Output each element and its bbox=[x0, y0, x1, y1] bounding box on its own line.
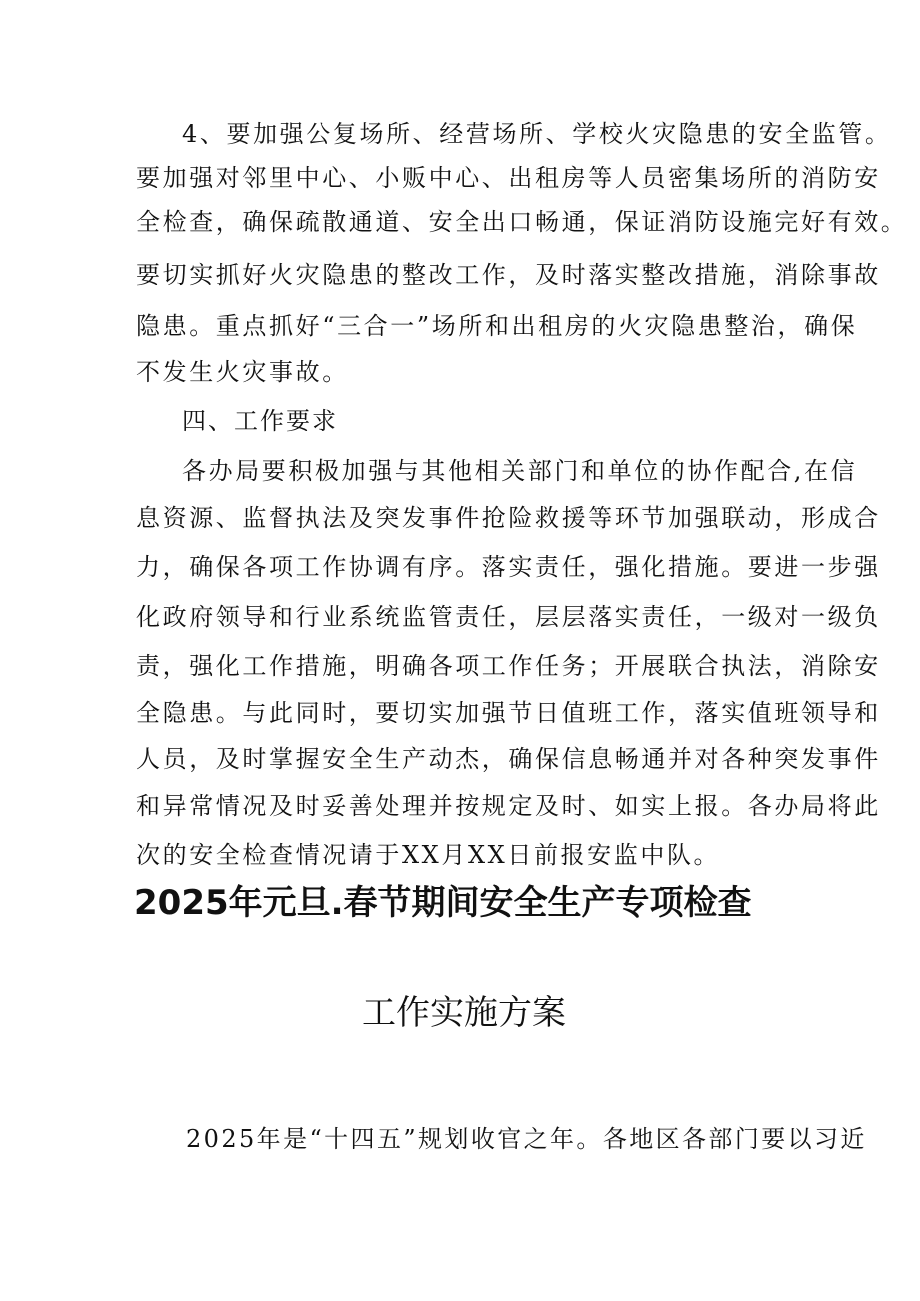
document-title-line-2: 工作实施方案 bbox=[362, 993, 566, 1033]
paragraph-line: 隐患。重点抓好“三合一”场所和出租房的火灾隐患整治，确保 bbox=[136, 312, 858, 340]
paragraph-line: 息资源、监督执法及突发事件抢险救援等环节加强联动，形成合 bbox=[136, 504, 881, 532]
paragraph-line: 人员，及时掌握安全生产动杰，确保信息畅通并对各种突发事件 bbox=[136, 745, 881, 773]
intro-line: 2025年是“十四五”规划收官之年。各地区各部门要以习近 bbox=[186, 1125, 867, 1153]
paragraph-line: 全隐患。与此同时，要切实加强节日值班工作，落实值班领导和 bbox=[136, 699, 881, 727]
paragraph-line: 各办局要积极加强与其他相关部门和单位的协作配合,在信 bbox=[182, 457, 858, 485]
paragraph-line: 要切实抓好火灾隐患的整改工作，及时落实整改措施，消除事故 bbox=[136, 261, 881, 289]
paragraph-line: 化政府领导和行业系统监管责任，层层落实责任，一级对一级负 bbox=[136, 603, 881, 631]
paragraph-line: 全检查，确保疏散通道、安全出口畅通，保证消防设施完好有效。 bbox=[136, 208, 908, 236]
paragraph-line: 4、要加强公复场所、经营场所、学校火灾隐患的安全监管。 bbox=[182, 120, 892, 148]
document-title-line-1: 2025年元旦.春节期间安全生产专项检查 bbox=[134, 883, 752, 923]
paragraph-line: 次的安全检查情况请于XX月XX日前报安监中队。 bbox=[136, 841, 721, 869]
paragraph-line: 和异常情况及时妥善处理并按规定及时、如实上报。各办局将此 bbox=[136, 792, 881, 820]
section-heading: 四、工作要求 bbox=[182, 407, 338, 435]
paragraph-line: 责，强化工作措施，明确各项工作任务；开展联合执法，消除安 bbox=[136, 652, 881, 680]
paragraph-line: 不发生火灾事故。 bbox=[136, 358, 349, 386]
paragraph-line: 力，确保各项工作协调有序。落实责任，强化措施。要进一步强 bbox=[136, 553, 881, 581]
paragraph-line: 要加强对邻里中心、小贩中心、出租房等人员密集场所的消防安 bbox=[136, 164, 881, 192]
